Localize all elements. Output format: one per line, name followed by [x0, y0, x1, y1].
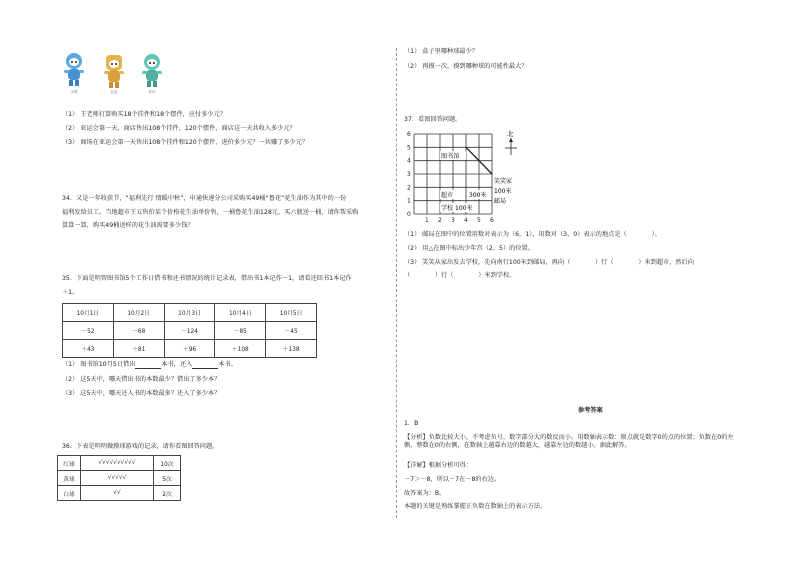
q34-line-2: 福利发给员工。当地超市王五售价某个价格花生油单价售，一桶鲁花生油128元，买六瓶送一桶，请你帮采购 [62, 209, 359, 216]
q35-sub-1-text-c: 本书。 [218, 361, 237, 368]
q34-line-3: 算算一算，购买49桶送样的花生油需要多少钱？ [62, 222, 194, 229]
q36-count: 2次 [154, 486, 181, 501]
q37-x-tick: 6 [490, 217, 494, 224]
answers-heading: 参考答案 [578, 407, 603, 414]
q35-sub-1 [62, 361, 237, 369]
q37-school-label: 学校 [441, 205, 454, 212]
q37-y-tick: 2 [407, 184, 411, 192]
q35-header-cell: 10月4日 [215, 304, 266, 322]
q35-return-cell: ＋138 [266, 340, 317, 358]
q35-sub-2: （2） 这5天中，哪天借出书的本数最少？借出了多少本？ [62, 376, 221, 383]
q35-sub-1-text-b: 本书，还入 [161, 361, 193, 368]
q37-supermarket-label: 超市 [441, 192, 454, 199]
answer-choice: 故答案为：B。 [404, 490, 446, 497]
q37-y-tick: 0 [407, 211, 411, 218]
q35-lend-cell: －45 [266, 322, 317, 340]
q34-line-1: 34．又是一年收获节，“福利先行 情暖中秋”，申通快递分公司采购买49桶“鲁花”花生油作为其中的一份 [62, 195, 347, 202]
q35-library-table [62, 303, 317, 358]
q36-row-yellow [58, 471, 181, 486]
q37-x-tick: 1 [425, 217, 429, 224]
q35-return-cell: ＋43 [63, 340, 114, 358]
q36-intro: 36．下表是明明做摸球游戏的记录，请你看图回答问题。 [62, 443, 219, 450]
q33-item-1: （1） 王老师打算购买18个挂件和18个摆件，应付多少元？ [62, 111, 226, 118]
q35-return-row [63, 340, 317, 358]
answer-analysis: 【分析】负数比较大小，不考虑负号，数字部分大的数反而小。用数轴表示数：原点就是数字0的点的位置；负数在0的左侧，整数在0的右侧，在数轴上越靠右边的数越大，越靠左边的数越小。据此解答。 [404, 434, 734, 449]
answer-blank [192, 362, 218, 369]
mascot-figure-3 [140, 53, 164, 89]
q35-header-cell: 10月3日 [164, 304, 215, 322]
q37-distance-label: 300米 [469, 192, 487, 199]
q35-intro-2: ＋1。 [62, 289, 79, 296]
mascot-figure-1 [62, 52, 86, 88]
q37-y-tick: 5 [407, 144, 411, 152]
q37-y-tick: 6 [407, 131, 411, 138]
q36-ticks: √√√√√ [81, 471, 154, 486]
q36-sub-1: （1） 盒子里哪种球最少？ [404, 48, 478, 55]
q37-library-label: 图书馆 [441, 153, 460, 160]
north-label: 北 [507, 130, 514, 138]
q36-count: 5次 [154, 471, 181, 486]
q37-sub-2: （2） 用△在图中标出少年宫（2，5）的位置。 [404, 245, 534, 252]
q36-ball-table [57, 455, 181, 501]
q35-lend-cell: －68 [113, 322, 164, 340]
answer-detail-label: 【详解】根据分析可得： [404, 462, 473, 469]
q37-grid-map [402, 128, 532, 226]
q37-distance-label: 100米 [494, 188, 512, 195]
answer-detail-line: －7＞－8，所以－7在－8的右边。 [404, 476, 501, 483]
q36-ticks: √√√√√√√√√√ [81, 456, 154, 471]
q36-label: 红球 [58, 456, 81, 471]
q35-sub-1-text-a: （1） 图书馆10月5日借出 [62, 361, 136, 368]
q37-x-tick: 5 [477, 217, 481, 224]
q37-sub-3a: （3） 笑笑从家出发去学校，先向南行100米到邮局，再向（ ）行（ ）米到超市，然后向 [404, 259, 694, 266]
q37-sub-1: （1） 邮局在图中的位置用数对表示为（6，1），用数对（3，0）表示的地点是（ ）。 [404, 231, 661, 238]
q35-intro-1: 35．下面是明智图书馆5个工作日借书和还书情况的统计记录表，借出书1本记作－1，请看还回书1本记作 [62, 275, 352, 282]
mascot-name-2: 宸宸 [110, 90, 118, 94]
q36-label: 黄球 [58, 471, 81, 486]
mascot-name-1: 冰墩 [70, 90, 78, 94]
north-arrow-icon [505, 138, 517, 155]
q37-x-tick: 2 [438, 217, 442, 224]
q37-y-tick: 4 [407, 157, 411, 165]
q35-lend-cell: －52 [63, 322, 114, 340]
q37-y-tick: 1 [407, 197, 411, 205]
q33-item-2: （2） 亚运会第一天，商店售出108个挂件，120个摆件，商店这一天共收入多少元？ [62, 125, 296, 132]
mascot-name-3: 琮琮 [148, 90, 156, 94]
q37-x-tick: 4 [464, 217, 468, 224]
q37-sub-3b: （ ）行（ ）米到学校。 [404, 272, 516, 279]
q37-post-office-label: 邮局 [494, 198, 507, 205]
q35-return-cell: ＋108 [215, 340, 266, 358]
answer-item-number: 1．B [404, 420, 419, 427]
q37-distance-label: 100米 [455, 205, 473, 212]
q35-sub-3: （3） 这5天中，哪天还入书的本数最多？还入了多少本？ [62, 390, 221, 397]
q37-x-tick: 3 [451, 217, 455, 224]
mascot-figure-2 [102, 54, 126, 90]
q35-lend-cell: －124 [164, 322, 215, 340]
q36-label: 白球 [58, 486, 81, 501]
q37-y-tick: 3 [407, 171, 411, 178]
q36-sub-2: （2） 再摸一次，摸到哪种球的可能性最大？ [404, 63, 528, 70]
q35-lend-cell: －85 [215, 322, 266, 340]
q35-header-cell: 10月2日 [113, 304, 164, 322]
q36-row-white [58, 486, 181, 501]
q36-count: 10次 [154, 456, 181, 471]
q35-header-row [63, 304, 317, 322]
q37-xiaoxiao-home-label: 笑笑家 [494, 178, 513, 185]
q35-return-cell: ＋96 [164, 340, 215, 358]
q35-header-cell: 10月5日 [266, 304, 317, 322]
q35-lend-row [63, 322, 317, 340]
q35-header-cell: 10月1日 [63, 304, 114, 322]
q35-return-cell: ＋81 [113, 340, 164, 358]
column-divider [396, 48, 397, 518]
answer-blank [135, 362, 161, 369]
q33-item-3: （3） 商场在亚运会第一天售出108个挂件和120个摆件，进价多少元？一共赚了多少元？ [62, 139, 309, 146]
q37-grid-lines [414, 134, 492, 214]
q36-ticks: √√ [81, 486, 154, 501]
q36-row-red [58, 456, 181, 471]
q37-title: 37．看图回答问题。 [404, 116, 462, 123]
answer-summary: 本题的关键是熟练掌握正负数在数轴上的表示方法。 [404, 503, 547, 510]
